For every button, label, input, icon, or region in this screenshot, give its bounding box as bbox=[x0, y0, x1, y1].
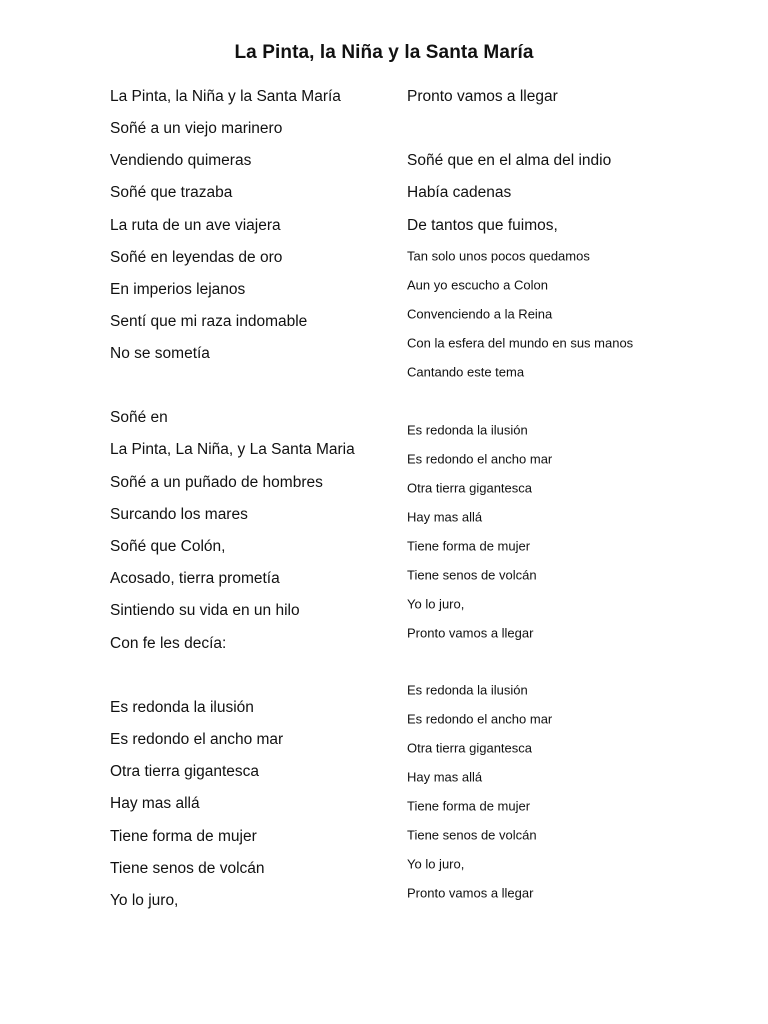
lyric-line: Soñé que trazaba bbox=[110, 184, 233, 201]
lyric-line: La Pinta, La Niña, y La Santa Maria bbox=[110, 441, 355, 458]
lyric-line: Aun yo escucho a Colon bbox=[407, 277, 548, 293]
lyric-line: Tiene senos de volcán bbox=[110, 860, 265, 877]
lyric-line: Sintiendo su vida en un hilo bbox=[110, 602, 300, 619]
lyric-line: Tiene forma de mujer bbox=[110, 828, 257, 845]
lyric-line: Yo lo juro, bbox=[407, 596, 465, 612]
lyric-line: Hay mas allá bbox=[110, 795, 200, 812]
lyric-line: Soñé a un viejo marinero bbox=[110, 120, 283, 137]
lyric-line: En imperios lejanos bbox=[110, 281, 246, 298]
lyric-line: Pronto vamos a llegar bbox=[407, 625, 534, 641]
lyric-line: Es redondo el ancho mar bbox=[407, 711, 553, 727]
lyric-line: Vendiendo quimeras bbox=[110, 152, 252, 169]
lyric-line: Cantando este tema bbox=[407, 364, 525, 380]
lyric-line: Tiene forma de mujer bbox=[407, 798, 531, 814]
lyric-line: Es redondo el ancho mar bbox=[407, 451, 553, 467]
lyric-line: Con la esfera del mundo en sus manos bbox=[407, 335, 634, 351]
lyric-line: Tiene senos de volcán bbox=[407, 827, 537, 843]
lyric-line: Soñé que en el alma del indio bbox=[407, 152, 612, 169]
lyric-line: Yo lo juro, bbox=[407, 856, 465, 872]
lyric-line: Es redonda la ilusión bbox=[110, 699, 254, 716]
lyric-line: Tan solo unos pocos quedamos bbox=[407, 248, 590, 264]
lyric-line: Sentí que mi raza indomable bbox=[110, 313, 308, 330]
lyric-line: De tantos que fuimos, bbox=[407, 217, 558, 234]
lyric-line: La ruta de un ave viajera bbox=[110, 217, 281, 234]
lyric-line: La Pinta, la Niña y la Santa María bbox=[110, 88, 341, 105]
lyric-line: Otra tierra gigantesca bbox=[407, 740, 533, 756]
lyric-line: Con fe les decía: bbox=[110, 635, 227, 652]
lyric-line: Tiene senos de volcán bbox=[407, 567, 537, 583]
lyric-line: Es redonda la ilusión bbox=[407, 682, 528, 698]
lyric-line: Otra tierra gigantesca bbox=[407, 480, 533, 496]
lyric-line: Soñé a un puñado de hombres bbox=[110, 474, 323, 491]
lyric-line: Surcando los mares bbox=[110, 506, 248, 523]
lyric-line: Pronto vamos a llegar bbox=[407, 88, 558, 105]
lyric-line: Otra tierra gigantesca bbox=[110, 763, 260, 780]
lyric-line: Soñé en leyendas de oro bbox=[110, 249, 283, 266]
lyric-line: Tiene forma de mujer bbox=[407, 538, 531, 554]
lyric-line: Había cadenas bbox=[407, 184, 512, 201]
lyric-line: Yo lo juro, bbox=[110, 892, 179, 909]
lyric-line: Es redondo el ancho mar bbox=[110, 731, 284, 748]
lyric-line: Soñé que Colón, bbox=[110, 538, 226, 555]
lyric-line: Acosado, tierra prometía bbox=[110, 570, 280, 587]
document-title: La Pinta, la Niña y la Santa María bbox=[234, 42, 534, 63]
lyric-line: Pronto vamos a llegar bbox=[407, 885, 534, 901]
lyric-line: Hay mas allá bbox=[407, 769, 483, 785]
lyric-line: Hay mas allá bbox=[407, 509, 483, 525]
lyric-line: Convenciendo a la Reina bbox=[407, 306, 553, 322]
lyric-line: Es redonda la ilusión bbox=[407, 422, 528, 438]
lyric-line: No se sometía bbox=[110, 345, 210, 362]
lyric-line: Soñé en bbox=[110, 409, 168, 426]
